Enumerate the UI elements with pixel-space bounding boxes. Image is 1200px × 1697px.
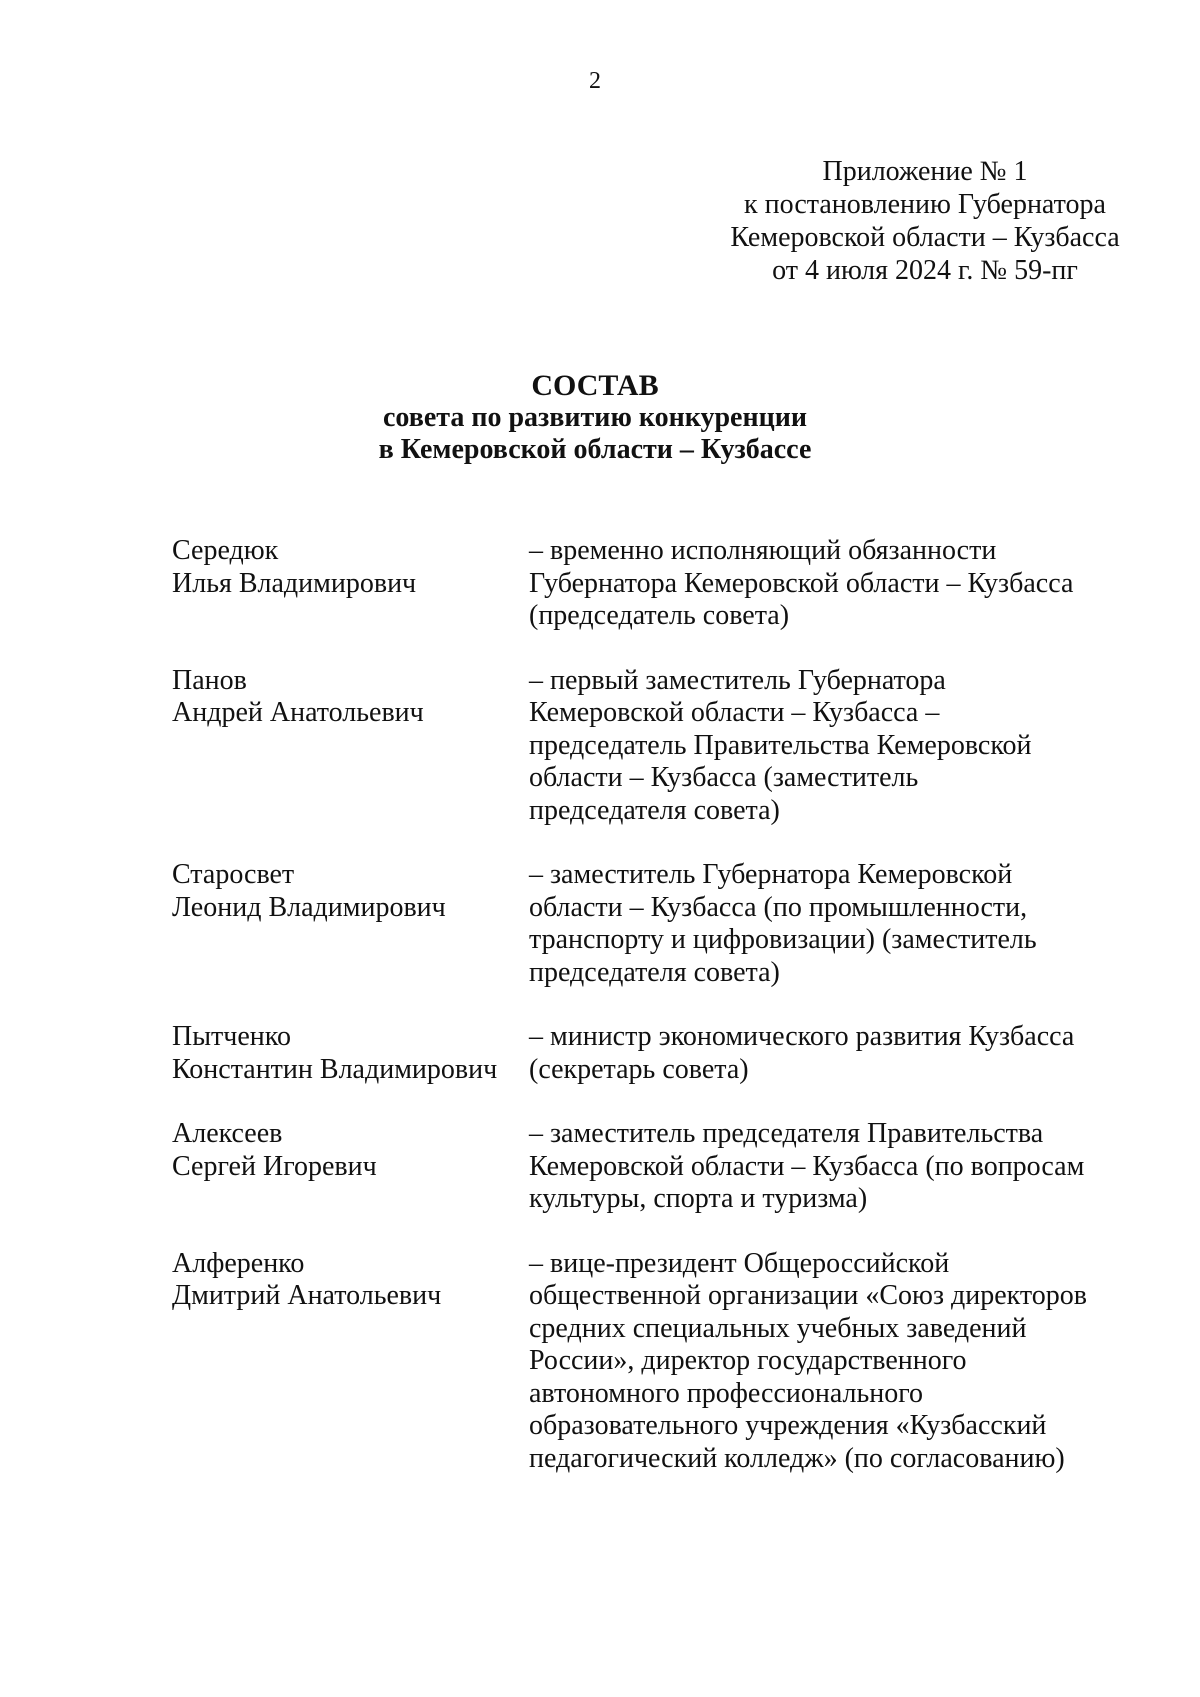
member-row: [172, 665, 1132, 828]
member-row: [172, 859, 1132, 989]
role-line: Кемеровской области – Кузбасса –: [529, 697, 940, 728]
role-line: общественной организации «Союз директоров: [529, 1280, 1087, 1311]
member-surname: Алексеев: [172, 1118, 283, 1149]
appendix-line: Приложение № 1: [822, 156, 1028, 187]
role-line: – временно исполняющий обязанности: [529, 535, 997, 566]
role-line: образовательного учреждения «Кузбасский: [529, 1410, 1047, 1441]
appendix-line: от 4 июля 2024 г. № 59-пг: [772, 255, 1078, 286]
role-line: (председатель совета): [529, 600, 790, 631]
role-line: культуры, спорта и туризма): [529, 1183, 868, 1214]
role-line: Губернатора Кемеровской области – Кузбасса: [529, 567, 1074, 599]
member-row: [172, 1118, 1132, 1216]
member-role: [529, 665, 1132, 828]
role-line: педагогический колледж» (по согласованию): [529, 1442, 1065, 1474]
member-role: [529, 1118, 1132, 1216]
member-given-names: Андрей Анатольевич: [172, 697, 424, 728]
role-line: области – Кузбасса (по промышленности,: [529, 891, 1028, 923]
member-given-names: Константин Владимирович: [172, 1053, 498, 1085]
role-line: председателя совета): [529, 956, 780, 988]
member-surname: Панов: [172, 664, 247, 696]
role-line: – министр экономического развития Кузбасса: [529, 1021, 1075, 1052]
member-role: [529, 859, 1132, 989]
page-number: 2: [589, 68, 601, 94]
member-name: [172, 1118, 529, 1216]
member-given-names: Сергей Игоревич: [172, 1150, 377, 1182]
role-line: – первый заместитель Губернатора: [529, 664, 946, 696]
role-line: средних специальных учебных заведений: [529, 1312, 1027, 1344]
title-main: СОСТАВ: [531, 369, 659, 402]
appendix-line: Кемеровской области – Кузбасса: [730, 222, 1120, 253]
member-row: [172, 1021, 1132, 1086]
document-title: [0, 370, 1190, 466]
member-surname: Пытченко: [172, 1021, 291, 1052]
member-role: [529, 1248, 1132, 1476]
role-line: области – Кузбасса (заместитель: [529, 762, 919, 793]
member-name: [172, 859, 529, 989]
role-line: автономного профессионального: [529, 1377, 924, 1409]
title-line: совета по развитию конкуренции: [382, 402, 808, 433]
role-line: транспорту и цифровизации) (заместитель: [529, 924, 1037, 955]
member-name: [172, 535, 529, 633]
member-name: [172, 665, 529, 828]
member-given-names: Леонид Владимирович: [172, 891, 446, 923]
appendix-header: [715, 155, 1200, 287]
role-line: председателя совета): [529, 794, 780, 826]
title-line: в Кемеровской области – Кузбассе: [378, 434, 812, 465]
role-line: – заместитель Губернатора Кемеровской: [529, 859, 1013, 890]
member-surname: Середюк: [172, 535, 279, 566]
member-row: [172, 535, 1132, 633]
member-role: [529, 535, 1132, 633]
role-line: – заместитель председателя Правительства: [529, 1118, 1044, 1149]
role-line: России», директор государственного: [529, 1345, 967, 1376]
member-name: [172, 1248, 529, 1476]
member-given-names: Дмитрий Анатольевич: [172, 1280, 442, 1311]
appendix-line: к постановлению Губернатора: [744, 189, 1106, 220]
member-surname: Старосвет: [172, 859, 295, 890]
member-name: [172, 1021, 529, 1086]
member-surname: Алференко: [172, 1247, 305, 1279]
member-row: [172, 1248, 1132, 1476]
member-role: [529, 1021, 1132, 1086]
role-line: – вице-президент Общероссийской: [529, 1247, 950, 1279]
role-line: (секретарь совета): [529, 1053, 749, 1085]
role-line: Кемеровской области – Кузбасса (по вопросам: [529, 1150, 1085, 1182]
members-list: [172, 535, 1132, 1507]
role-line: председатель Правительства Кемеровской: [529, 729, 1032, 761]
member-given-names: Илья Владимирович: [172, 567, 417, 599]
